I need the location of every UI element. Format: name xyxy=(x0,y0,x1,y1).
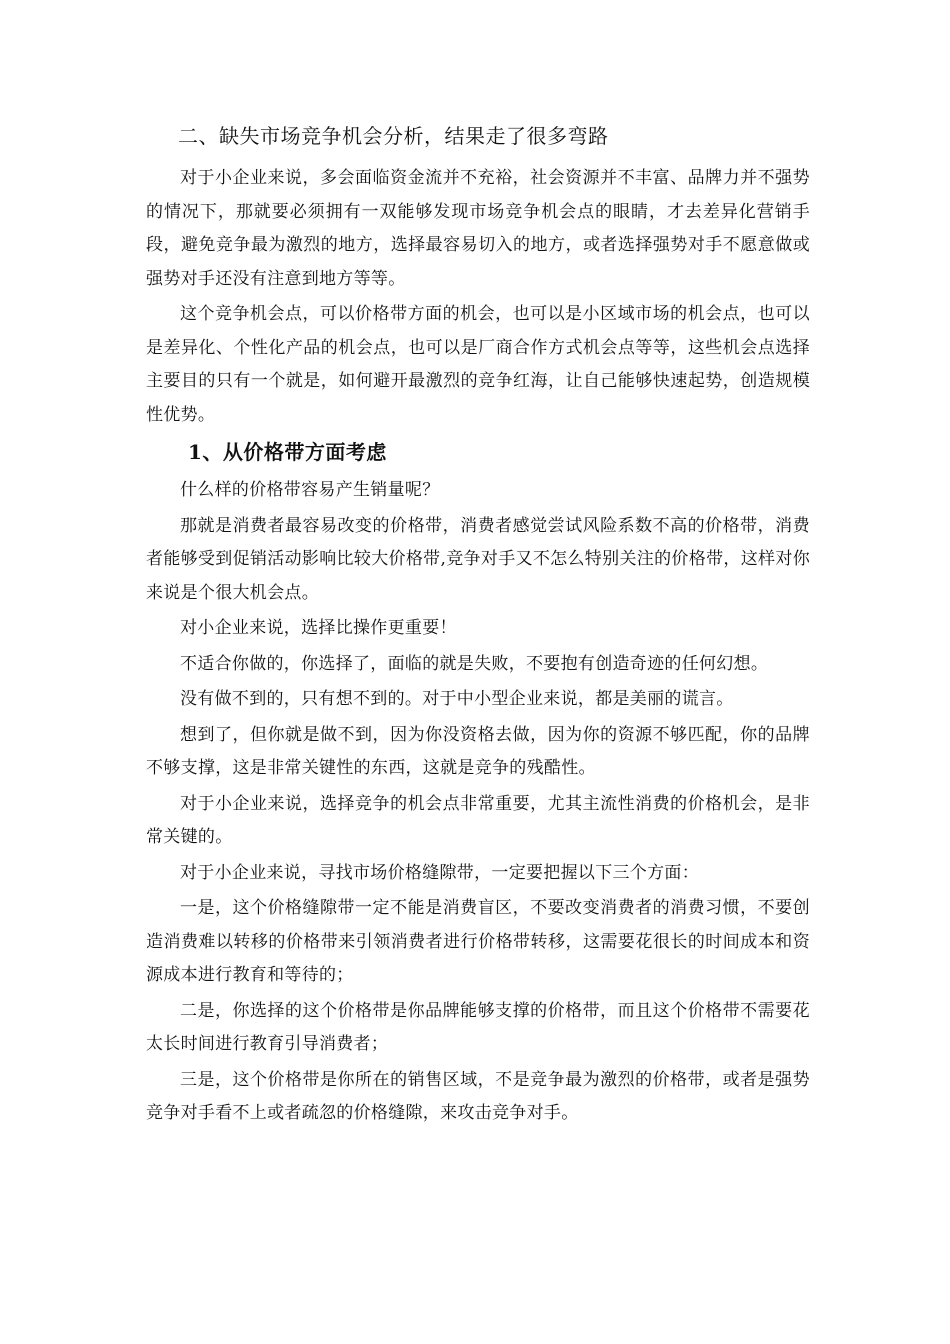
paragraph: 那就是消费者最容易改变的价格带，消费者感觉尝试风险系数不高的价格带，消费者能够受到促销活动影响比较大价格带,竞争对手又不怎么特别关注的价格带，这样对你来说是个很大机会点。 xyxy=(146,515,810,603)
subsection-heading: 1、从价格带方面考虑 xyxy=(188,440,387,464)
document-body xyxy=(146,118,810,1133)
paragraph: 对于小企业来说，寻找市场价格缝隙带，一定要把握以下三个方面： xyxy=(180,862,699,883)
paragraph: 三是，这个价格带是你所在的销售区域，不是竞争最为激烈的价格带，或者是强势竞争对手看不上或者疏忽的价格缝隙，来攻击竞争对手。 xyxy=(146,1069,810,1123)
paragraph: 不适合你做的，你选择了，面临的就是失败，不要抱有创造奇迹的任何幻想。 xyxy=(180,653,769,674)
section-heading: 二、缺失市场竞争机会分析，结果走了很多弯路 xyxy=(178,124,609,148)
paragraph: 想到了，但你就是做不到，因为你没资格去做，因为你的资源不够匹配，你的品牌不够支撑，这是非常关键性的东西，这就是竞争的残酷性。 xyxy=(146,724,810,778)
paragraph: 二是，你选择的这个价格带是你品牌能够支撑的价格带，而且这个价格带不需要花太长时间进行教育引导消费者； xyxy=(146,1000,810,1054)
paragraph-intro-1: 对于小企业来说，多会面临资金流并不充裕，社会资源并不丰富、品牌力并不强势的情况下，那就要必须拥有一双能够发现市场竞争机会点的眼睛，才去差异化营销手段，避免竞争最为激烈的地方，选择最容易切入的地方，或者选择强势对手不愿意做或强势对手还没有注意到地方等等。 xyxy=(146,168,810,289)
paragraph: 什么样的价格带容易产生销量呢？ xyxy=(180,480,440,500)
paragraph: 没有做不到的，只有想不到的。对于中小型企业来说，都是美丽的谎言。 xyxy=(180,689,734,709)
paragraph: 对于小企业来说，选择竞争的机会点非常重要，尤其主流性消费的价格机会，是非常关键的。 xyxy=(146,793,810,847)
paragraph: 一是，这个价格缝隙带一定不能是消费盲区，不要改变消费者的消费习惯，不要创造消费难以转移的价格带来引领消费者进行价格带转移，这需要花很长的时间成本和资源成本进行教育和等待的； xyxy=(146,898,810,985)
paragraph: 对小企业来说，选择比操作更重要！ xyxy=(180,618,457,638)
paragraph-intro-2: 这个竞争机会点，可以价格带方面的机会，也可以是小区域市场的机会点，也可以是差异化、个性化产品的机会点，也可以是厂商合作方式机会点等等，这些机会点选择主要目的只有一个就是，如何避开最激烈的竞争红海，让自己能够快速起势，创造规模性优势。 xyxy=(146,304,810,425)
